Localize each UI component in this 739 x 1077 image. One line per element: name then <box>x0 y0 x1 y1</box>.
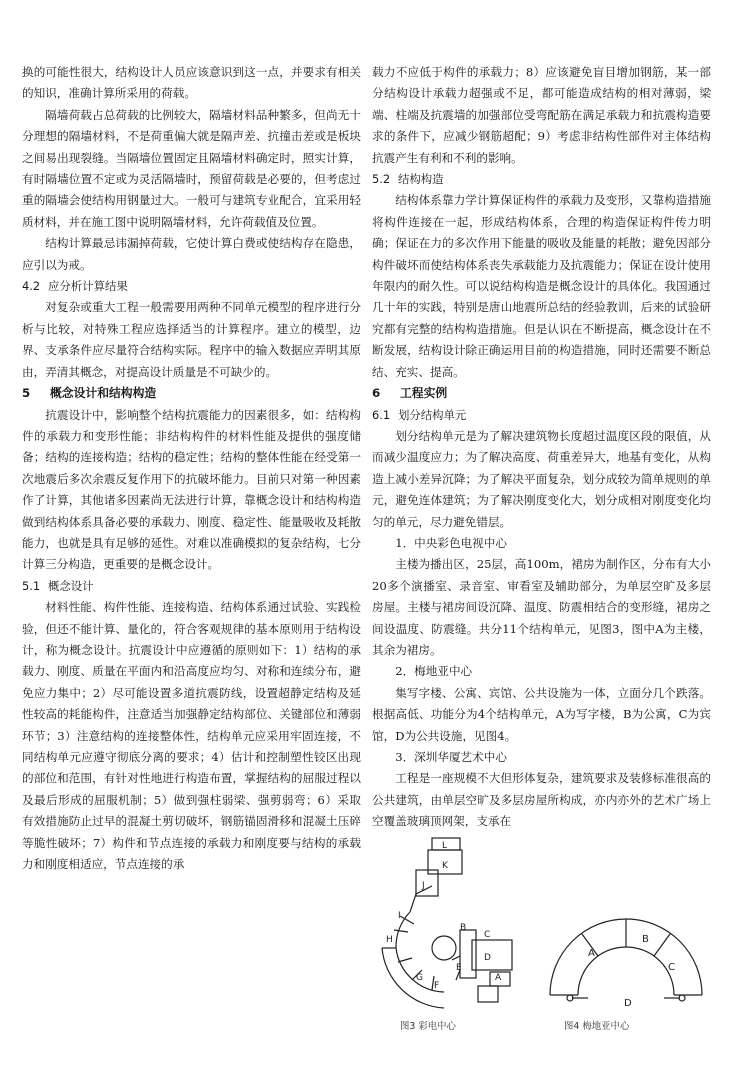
paragraph: 结构计算最忌讳漏掉荷载，它使计算白费或使结构存在隐患，应引以为戒。 <box>22 236 361 272</box>
fig4-label: A <box>588 948 595 959</box>
paragraph: 抗震设计中，影响整个结构抗震能力的因素很多，如：结构构件的承载力和变形性能；非结构构件的材料性能及提供的强度储备；结构的连接构造；结构的稳定性；结构的整体性能在经受第一次地震后多次余震反复作用下的抗破坏能力。目前只对第一种因素作了计算，其他诸多因素尚无法进行计算，靠概念设计和结构构造做到结构体系具备必要的承载力、刚度、稳定性、能量吸收及耗散能力，也就是具有足够的延性。对难以准确模拟的复杂结构，七分计算三分构造，更重要的是概念设计。 <box>22 407 361 572</box>
section-heading-5-1: 5.1 概念设计 <box>22 578 94 593</box>
fig4-label: B <box>642 934 649 945</box>
fig3-plan-drawing <box>372 830 532 1016</box>
fig3-label: B <box>460 923 467 933</box>
fig3-label: A <box>495 973 502 983</box>
figures <box>372 830 711 1040</box>
paragraph: 划分结构单元是为了解决建筑物长度超过温度区段的限值，从而减少温度应力；为了解决高度、荷重差异大，地基有变化，从构造上减小差异沉降；为了解决平面复杂，划分成较为简单规则的单元，避免连体建筑；为了解决刚度变化大，划分成相对刚度变化均匀的单元，尽力避免错层。 <box>372 428 711 529</box>
paragraph: 载力不应低于构件的承载力；8）应该避免盲目增加钢筋，某一部分结构设计承载力超强或不足，都可能造成结构的相对薄弱，梁端、柱端及抗震墙的加强部位受弯配筋在满足承载力和抗震构造要求的条件下，应减少钢筋超配；9）考虑非结构性部件对主体结构抗震产生有利和不利的影响。 <box>372 65 711 165</box>
fig4-label: D <box>624 998 632 1009</box>
example-heading-3: 3．深圳华厦艺术中心 <box>395 750 507 764</box>
paragraph: 结构体系靠力学计算保证构件的承载力及变形，又靠构造措施将构件连接在一起，形成结构体系，合理的构造保证构件传力明确；保证在力的多次作用下能量的吸收及能量的耗散；避免因部分构件破坏而使结构体系丧失承载能力及抗震能力；保证在设计使用年限内的耐久性。可以说结构构造是概念设计的具体化。我国通过几十年的实践，特别是唐山地震所总结的经验教训，后来的试验研究都有完整的结构构造措施。但是认识在不断提高，概念设计在不断发展，结构设计除正确运用目前的构造措施，同时还需要不断总结、充实、提高。 <box>372 193 711 379</box>
fig3-label: I <box>398 911 401 921</box>
fig3-label: H <box>386 935 393 945</box>
fig4-plan-drawing <box>540 830 711 1016</box>
fig3-label: L <box>442 841 448 851</box>
fig3-caption: 图3 彩电中心 <box>400 1021 456 1032</box>
section-heading-5: 5 概念设计和结构构造 <box>22 386 157 401</box>
fig3-label: E <box>456 963 462 973</box>
example-heading-1: 1．中央彩色电视中心 <box>395 535 507 550</box>
fig4-caption: 图4 梅地亚中心 <box>564 1021 630 1032</box>
fig3-label: K <box>442 861 448 871</box>
fig4-label: C <box>668 962 675 973</box>
figure-3 <box>372 830 532 1032</box>
section-heading-5-2: 5.2 结构构造 <box>372 172 444 187</box>
right-column <box>372 62 711 833</box>
paragraph: 集写字楼、公寓、宾馆、公共设施为一体，立面分几个跌落。根据高低、功能分为4个结构单元，A为写字楼，B为公寓，C为宾馆，D为公共设施，见图4。 <box>372 685 711 743</box>
section-heading-4-2: 4.2 应分析计算结果 <box>22 279 128 294</box>
paragraph: 主楼为播出区，25层，高100m，裙房为制作区，分布有大小20多个演播室、录音室、审看室及辅助部分，为单层空旷及多层房屋。主楼与裙房间设沉降、温度、防震相结合的变形缝，裙房之间设温度、防震缝。共分11个结构单元，见图3，图中A为主楼，其余为裙房。 <box>372 557 711 657</box>
fig3-label: G <box>416 973 423 983</box>
fig3-label: D <box>484 953 491 963</box>
example-heading-2: 2．梅地亚中心 <box>395 664 473 679</box>
fig3-label: C <box>484 930 491 940</box>
paragraph: 材料性能、构件性能、连接构造、结构体系通过试验、实践检验，但还不能计算、量化的，符合客观规律的基本原则用于结构设计，称为概念设计。抗震设计中应遵循的原则如下：1）结构的承载力、刚度、质量在平面内和沿高度应均匀、对称和连续分布，避免应力集中；2）尽可能设置多道抗震防线，设置超静定结构及延性较高的耗能构件，注意适当加强静定结构部位、关键部位和薄弱环节；3）注意结构的连接整体性，结构单元应采用牢固连接，不同结构单元应遵守彻底分离的要求；4）估计和控制塑性铰区出现的部位和范围，有针对性地进行构造布置，掌握结构的屈服过程以及最后形成的屈服机制；5）做到强柱弱梁、强剪弱弯；6）采取有效措施防止过早的混凝土剪切破坏，钢筋锚固滑移和混凝土压碎等脆性破坏；7）构件和节点连接的承载力和刚度要与结构的承载力和刚度相适应，节点连接的承 <box>22 600 361 872</box>
paragraph: 换的可能性很大，结构设计人员应该意识到这一点，并要求有相关的知识，准确计算所采用的荷载。 <box>22 65 361 101</box>
section-heading-6-1: 6.1 划分结构单元 <box>372 407 467 422</box>
fig3-label: J <box>422 881 425 891</box>
paragraph: 对复杂或重大工程一般需要用两种不同单元模型的程序进行分析与比较，对特殊工程应选择适当的计算程序。建立的模型，边界、支承条件应尽量符合结构实际。程序中的输入数据应弄明其原由，弄清其概念，对提高设计质量是不可缺少的。 <box>22 300 361 379</box>
paragraph: 工程是一座规模不大但形体复杂，建筑要求及装修标准很高的公共建筑，由单层空旷及多层房屋所构成，亦内亦外的艺术广场上空覆盖玻璃顶网架，支承在 <box>372 771 711 829</box>
fig3-label: F <box>434 981 440 991</box>
paragraph: 隔墙荷载占总荷载的比例较大，隔墙材料品种繁多，但尚无十分理想的隔墙材料，不是荷重偏大就是隔声差、抗撞击差或是板块之间易出现裂缝。当隔墙位置固定且隔墙材料确定时，照实计算，有时隔墙位置不定或为灵活隔墙时，预留荷载是必要的，但考虑过重的隔墙会使结构用钢量过大。一般可与建筑专业配合，宜采用轻质材料，并在施工图中说明隔墙材料，允许荷载值及位置。 <box>22 107 361 229</box>
figure-4 <box>540 830 711 1032</box>
section-heading-6: 6 工程实例 <box>372 386 448 401</box>
left-column <box>22 62 361 875</box>
